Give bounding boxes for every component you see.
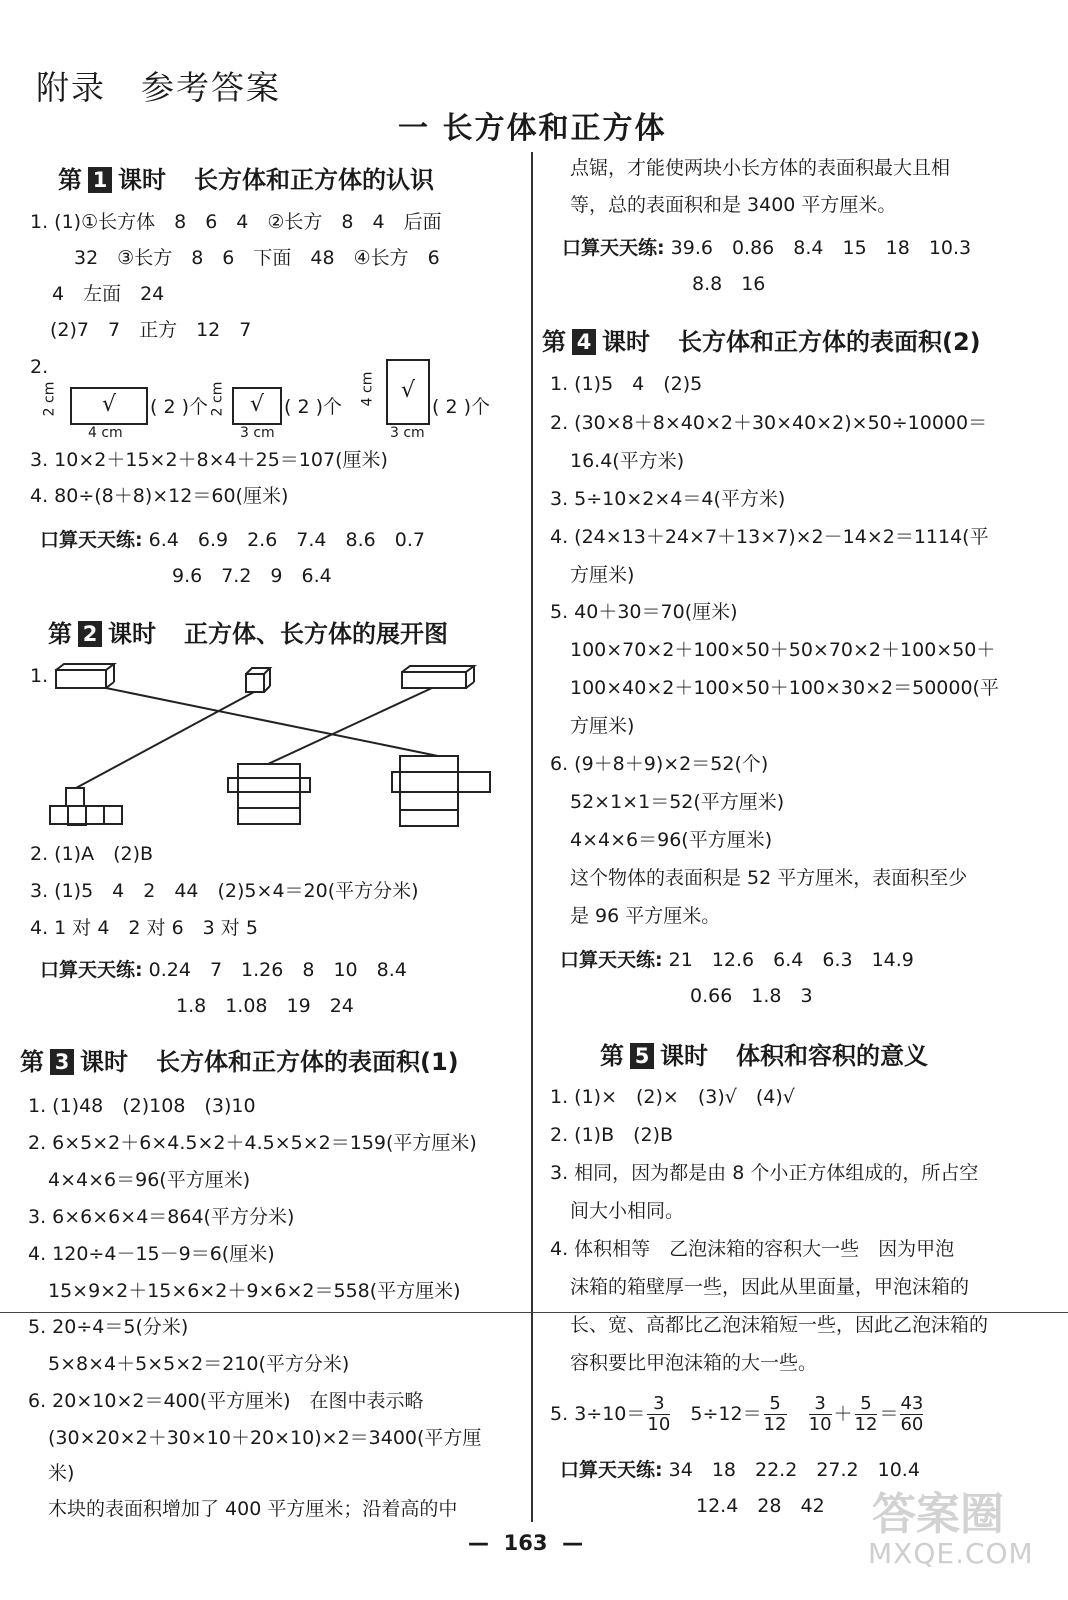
answer-line: 方厘米)	[570, 715, 635, 737]
oral-practice-cont: 12.4 28 42	[696, 1495, 825, 1517]
check-mark: √	[101, 392, 117, 417]
answer-line: 长、宽、高都比乙泡沫箱短一些，因此乙泡沫箱的	[570, 1314, 989, 1336]
answer-line: 2. (30×8＋8×40×2＋30×40×2)×50÷10000＝	[550, 412, 988, 434]
answer-line: 16.4(平方米)	[570, 450, 685, 472]
check-mark: √	[249, 392, 265, 417]
answer-line: 2. (1)A (2)B	[30, 843, 154, 865]
answer-line: 沫箱的箱壁厚一些，因此从里面量，甲泡沫箱的	[570, 1276, 970, 1298]
answer-line: 3. (1)5 4 2 44 (2)5×4＝20(平方分米)	[30, 880, 419, 902]
oral-practice-cont: 9.6 7.2 9 6.4	[172, 565, 332, 587]
count-label: ( 2 )个	[150, 396, 208, 418]
rect-box	[386, 359, 430, 425]
oral-practice: 口算天天练: 39.6 0.86 8.4 15 18 10.3	[562, 237, 972, 259]
check-mark: √	[400, 378, 416, 403]
answer-line: 3. 6×6×6×4＝864(平方分米)	[28, 1206, 295, 1228]
answer-line: 100×70×2＋100×50＋50×70×2＋100×50＋	[570, 639, 996, 661]
net-matching-diagram	[40, 660, 510, 830]
question-number: 2.	[30, 356, 49, 378]
answer-line: 点锯，才能使两块小长方体的表面积最大且相	[570, 157, 951, 179]
answer-line: 2. 6×5×2＋6×4.5×2＋4.5×5×2＝159(平方厘米)	[28, 1132, 477, 1154]
answer-line: 4. 120÷4－15－9＝6(厘米)	[28, 1243, 275, 1265]
answer-line: 2. (1)B (2)B	[550, 1124, 674, 1146]
question-number: 1.	[30, 665, 49, 687]
answer-line: 5. 20÷4＝5(分米)	[28, 1316, 189, 1338]
fraction: $\frac{43}{60}$	[900, 1393, 924, 1435]
oral-practice-cont: 0.66 1.8 3	[690, 985, 813, 1007]
answer-line: 1. (1)①长方体 8 6 4 ②长方 8 4 后面	[30, 211, 442, 233]
oral-practice: 口算天天练: 34 18 22.2 27.2 10.4	[560, 1459, 920, 1481]
fraction: $\frac{5}{12}$	[854, 1393, 878, 1435]
answer-line: 米)	[48, 1462, 75, 1484]
watermark-url: MXQE.COM	[868, 1537, 1034, 1570]
oral-practice: 口算天天练: 21 12.6 6.4 6.3 14.9	[560, 949, 914, 971]
lesson-5-heading: 第 5 课时 体积和容积的意义	[600, 1042, 928, 1070]
answer-line: 4. 体积相等 乙泡沫箱的容积大一些 因为甲泡	[550, 1238, 955, 1260]
count-label: ( 2 )个	[432, 396, 490, 418]
answer-line: (30×20×2＋30×10＋20×10)×2＝3400(平方厘	[48, 1427, 482, 1449]
answer-line: 5×8×4＋5×5×2＝210(平方分米)	[48, 1353, 350, 1375]
dimension-label: 3 cm	[390, 425, 425, 441]
answer-line: 等，总的表面积和是 3400 平方厘米。	[570, 194, 897, 216]
lesson-1-heading: 第 1 课时 长方体和正方体的认识	[58, 166, 434, 194]
answer-line: (2)7 7 正方 12 7	[50, 319, 252, 341]
answer-line: 4. (24×13＋24×7＋13×7)×2－14×2＝1114(平	[550, 526, 989, 548]
rect-box	[232, 387, 282, 425]
oral-practice: 口算天天练: 0.24 7 1.26 8 10 8.4	[40, 959, 407, 981]
answer-line: 3. 5÷10×2×4＝4(平方米)	[550, 488, 786, 510]
q2-figure	[40, 355, 520, 445]
appendix-title: 附录 参考答案	[36, 68, 281, 107]
answer-line: 4×4×6＝96(平方厘米)	[570, 829, 773, 851]
answer-line: 4. 80÷(8＋8)×12＝60(厘米)	[30, 485, 289, 507]
fraction: $\frac{5}{12}$	[763, 1393, 787, 1435]
count-label: ( 2 )个	[284, 396, 342, 418]
answer-line: 6. 20×10×2＝400(平方厘米) 在图中表示略	[28, 1390, 424, 1412]
lesson-4-heading: 第 4 课时 长方体和正方体的表面积(2)	[542, 328, 981, 356]
answer-line: 方厘米)	[570, 564, 635, 586]
answer-line: 4. 1 对 4 2 对 6 3 对 5	[30, 917, 258, 939]
answer-line: 4×4×6＝96(平方厘米)	[48, 1169, 251, 1191]
answer-line: 1. (1)× (2)× (3)√ (4)√	[550, 1086, 795, 1108]
answer-line: 5. 40＋30＝70(厘米)	[550, 601, 738, 623]
answer-line: 32 ③长方 8 6 下面 48 ④长方 6	[74, 247, 440, 269]
answer-line: 1. (1)5 4 (2)5	[550, 373, 703, 395]
fraction: $\frac{3}{10}$	[647, 1393, 671, 1435]
dimension-label: 4 cm	[88, 425, 123, 441]
lesson-2-heading: 第 2 课时 正方体、长方体的展开图	[48, 620, 448, 648]
answer-line: 3. 10×2＋15×2＋8×4＋25＝107(厘米)	[30, 449, 388, 471]
answer-line: 6. (9＋8＋9)×2＝52(个)	[550, 753, 769, 775]
answer-line: 这个物体的表面积是 52 平方厘米，表面积至少	[570, 867, 968, 889]
oral-practice: 口算天天练: 6.4 6.9 2.6 7.4 8.6 0.7	[40, 529, 425, 551]
answer-line: 3. 相同，因为都是由 8 个小正方体组成的，所占空	[550, 1162, 979, 1184]
answer-line: 15×9×2＋15×6×2＋9×6×2＝558(平方厘米)	[48, 1280, 461, 1302]
oral-practice-cont: 1.8 1.08 19 24	[176, 995, 354, 1017]
dimension-label: 3 cm	[240, 425, 275, 441]
dimension-label: 2 cm	[41, 381, 58, 417]
answer-line: 4 左面 24	[52, 283, 165, 305]
column-divider	[531, 152, 533, 1522]
answer-line: 木块的表面积增加了 400 平方厘米；沿着高的中	[48, 1498, 458, 1520]
lesson-3-heading: 第 3 课时 长方体和正方体的表面积(1)	[20, 1048, 459, 1076]
answer-line: 100×40×2＋100×50＋100×30×2＝50000(平	[570, 677, 999, 699]
answer-line: 是 96 平方厘米。	[570, 905, 721, 927]
watermark-logo: 答案圈	[872, 1489, 1004, 1540]
rect-box	[70, 387, 148, 425]
page-number: — 163 —	[468, 1531, 584, 1555]
chapter-title: 一 长方体和正方体	[398, 111, 667, 146]
dimension-label: 4 cm	[359, 371, 376, 407]
oral-practice-cont: 8.8 16	[692, 273, 766, 295]
dimension-label: 2 cm	[209, 381, 226, 417]
answer-line: 容积要比甲泡沫箱的大一些。	[570, 1352, 818, 1374]
answer-line: 间大小相同。	[570, 1200, 685, 1222]
answer-line: 52×1×1＝52(平方厘米)	[570, 791, 785, 813]
answer-line: 1. (1)48 (2)108 (3)10	[28, 1095, 256, 1117]
fraction-answer: 5. 3÷10＝ $\frac{3}{10}$ 5÷12＝ $\frac{5}{12}$ $\frac{3}{10}$ ＋ $\frac{5}{12}$ ＝ $\frac{43}{60}$	[550, 1393, 924, 1435]
fraction: $\frac{3}{10}$	[808, 1393, 832, 1435]
